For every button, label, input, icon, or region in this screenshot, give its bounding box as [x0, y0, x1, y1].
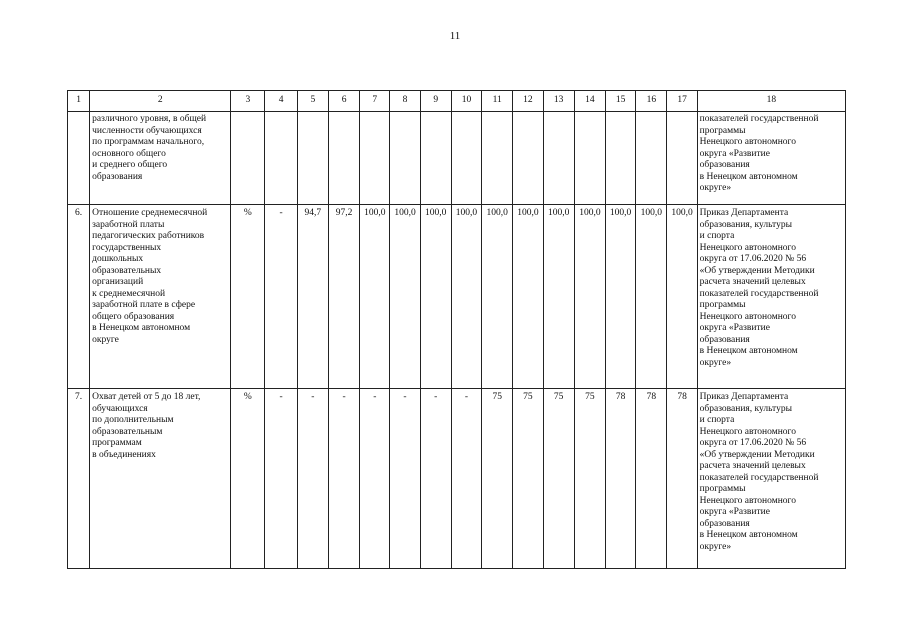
value-cell: -: [328, 389, 359, 569]
table-row: [68, 389, 846, 569]
value-cell: 100,0: [420, 205, 451, 389]
value-cell: [543, 112, 574, 205]
value-cell: 100,0: [543, 205, 574, 389]
header-cell: 13: [543, 91, 574, 112]
value-cell: [667, 112, 697, 205]
value-cell: 100,0: [636, 205, 667, 389]
value-cell: -: [360, 389, 390, 569]
header-cell: 12: [513, 91, 543, 112]
value-cell: [328, 112, 359, 205]
value-cell: 75: [482, 389, 513, 569]
header-cell: 18: [697, 91, 845, 112]
value-cell: 78: [636, 389, 667, 569]
indicators-table: [67, 90, 846, 569]
unit-cell: [231, 112, 265, 205]
header-cell: 16: [636, 91, 667, 112]
value-cell: 100,0: [390, 205, 420, 389]
value-cell: 100,0: [513, 205, 543, 389]
value-cell: [636, 112, 667, 205]
header-cell: 15: [606, 91, 636, 112]
value-cell: 100,0: [606, 205, 636, 389]
table-row: [68, 205, 846, 389]
source-document: показателей государственной программы Ненецкого автономного округа «Развитие образования в Ненецком автономном округе»: [697, 112, 845, 205]
value-cell: -: [265, 389, 297, 569]
header-cell: 17: [667, 91, 697, 112]
value-cell: [574, 112, 605, 205]
value-cell: 97,2: [328, 205, 359, 389]
row-index: 7.: [68, 389, 90, 569]
header-cell: 10: [451, 91, 481, 112]
value-cell: [297, 112, 328, 205]
source-document: Приказ Департамента образования, культуры и спорта Ненецкого автономного округа от 17.06.2020 № 56 «Об утверждении Методики расчета значений целевых показателей государственной программы Ненецкого автономного округа «Развитие образования в Ненецком автономном округе»: [697, 389, 845, 569]
value-cell: 94,7: [297, 205, 328, 389]
value-cell: 75: [574, 389, 605, 569]
header-cell: 14: [574, 91, 605, 112]
indicator-description: Отношение среднемесячной заработной платы педагогических работников государственных дошкольных образовательных организаций к среднемесячной заработной плате в сфере общего образования в Ненецком автономном округе: [90, 205, 231, 389]
indicator-description: различного уровня, в общей численности обучающихся по программам начального, основного общего и среднего общего образования: [90, 112, 231, 205]
value-cell: 100,0: [360, 205, 390, 389]
value-cell: [265, 112, 297, 205]
page-number: 11: [449, 30, 461, 42]
unit-cell: %: [231, 389, 265, 569]
value-cell: 100,0: [451, 205, 481, 389]
value-cell: 78: [667, 389, 697, 569]
header-cell: 3: [231, 91, 265, 112]
source-document: Приказ Департамента образования, культуры и спорта Ненецкого автономного округа от 17.06.2020 № 56 «Об утверждении Методики расчета значений целевых показателей государственной программы Ненецкого автономного округа «Развитие образования в Ненецком автономном округе»: [697, 205, 845, 389]
value-cell: [451, 112, 481, 205]
value-cell: 75: [513, 389, 543, 569]
value-cell: [513, 112, 543, 205]
value-cell: [606, 112, 636, 205]
header-cell: 2: [90, 91, 231, 112]
value-cell: -: [297, 389, 328, 569]
header-cell: 4: [265, 91, 297, 112]
header-cell: 1: [68, 91, 90, 112]
value-cell: 100,0: [574, 205, 605, 389]
unit-cell: %: [231, 205, 265, 389]
value-cell: [420, 112, 451, 205]
value-cell: 100,0: [482, 205, 513, 389]
value-cell: [360, 112, 390, 205]
value-cell: [390, 112, 420, 205]
header-cell: 9: [420, 91, 451, 112]
value-cell: -: [420, 389, 451, 569]
value-cell: 75: [543, 389, 574, 569]
value-cell: 78: [606, 389, 636, 569]
value-cell: -: [265, 205, 297, 389]
header-cell: 6: [328, 91, 359, 112]
header-row: [68, 91, 846, 112]
header-cell: 8: [390, 91, 420, 112]
indicator-description: Охват детей от 5 до 18 лет, обучающихся по дополнительным образовательным программам в объединениях: [90, 389, 231, 569]
value-cell: -: [451, 389, 481, 569]
header-cell: 11: [482, 91, 513, 112]
table-row: [68, 112, 846, 205]
value-cell: -: [390, 389, 420, 569]
header-cell: 7: [360, 91, 390, 112]
header-cell: 5: [297, 91, 328, 112]
row-index: 6.: [68, 205, 90, 389]
row-index: [68, 112, 90, 205]
value-cell: [482, 112, 513, 205]
value-cell: 100,0: [667, 205, 697, 389]
